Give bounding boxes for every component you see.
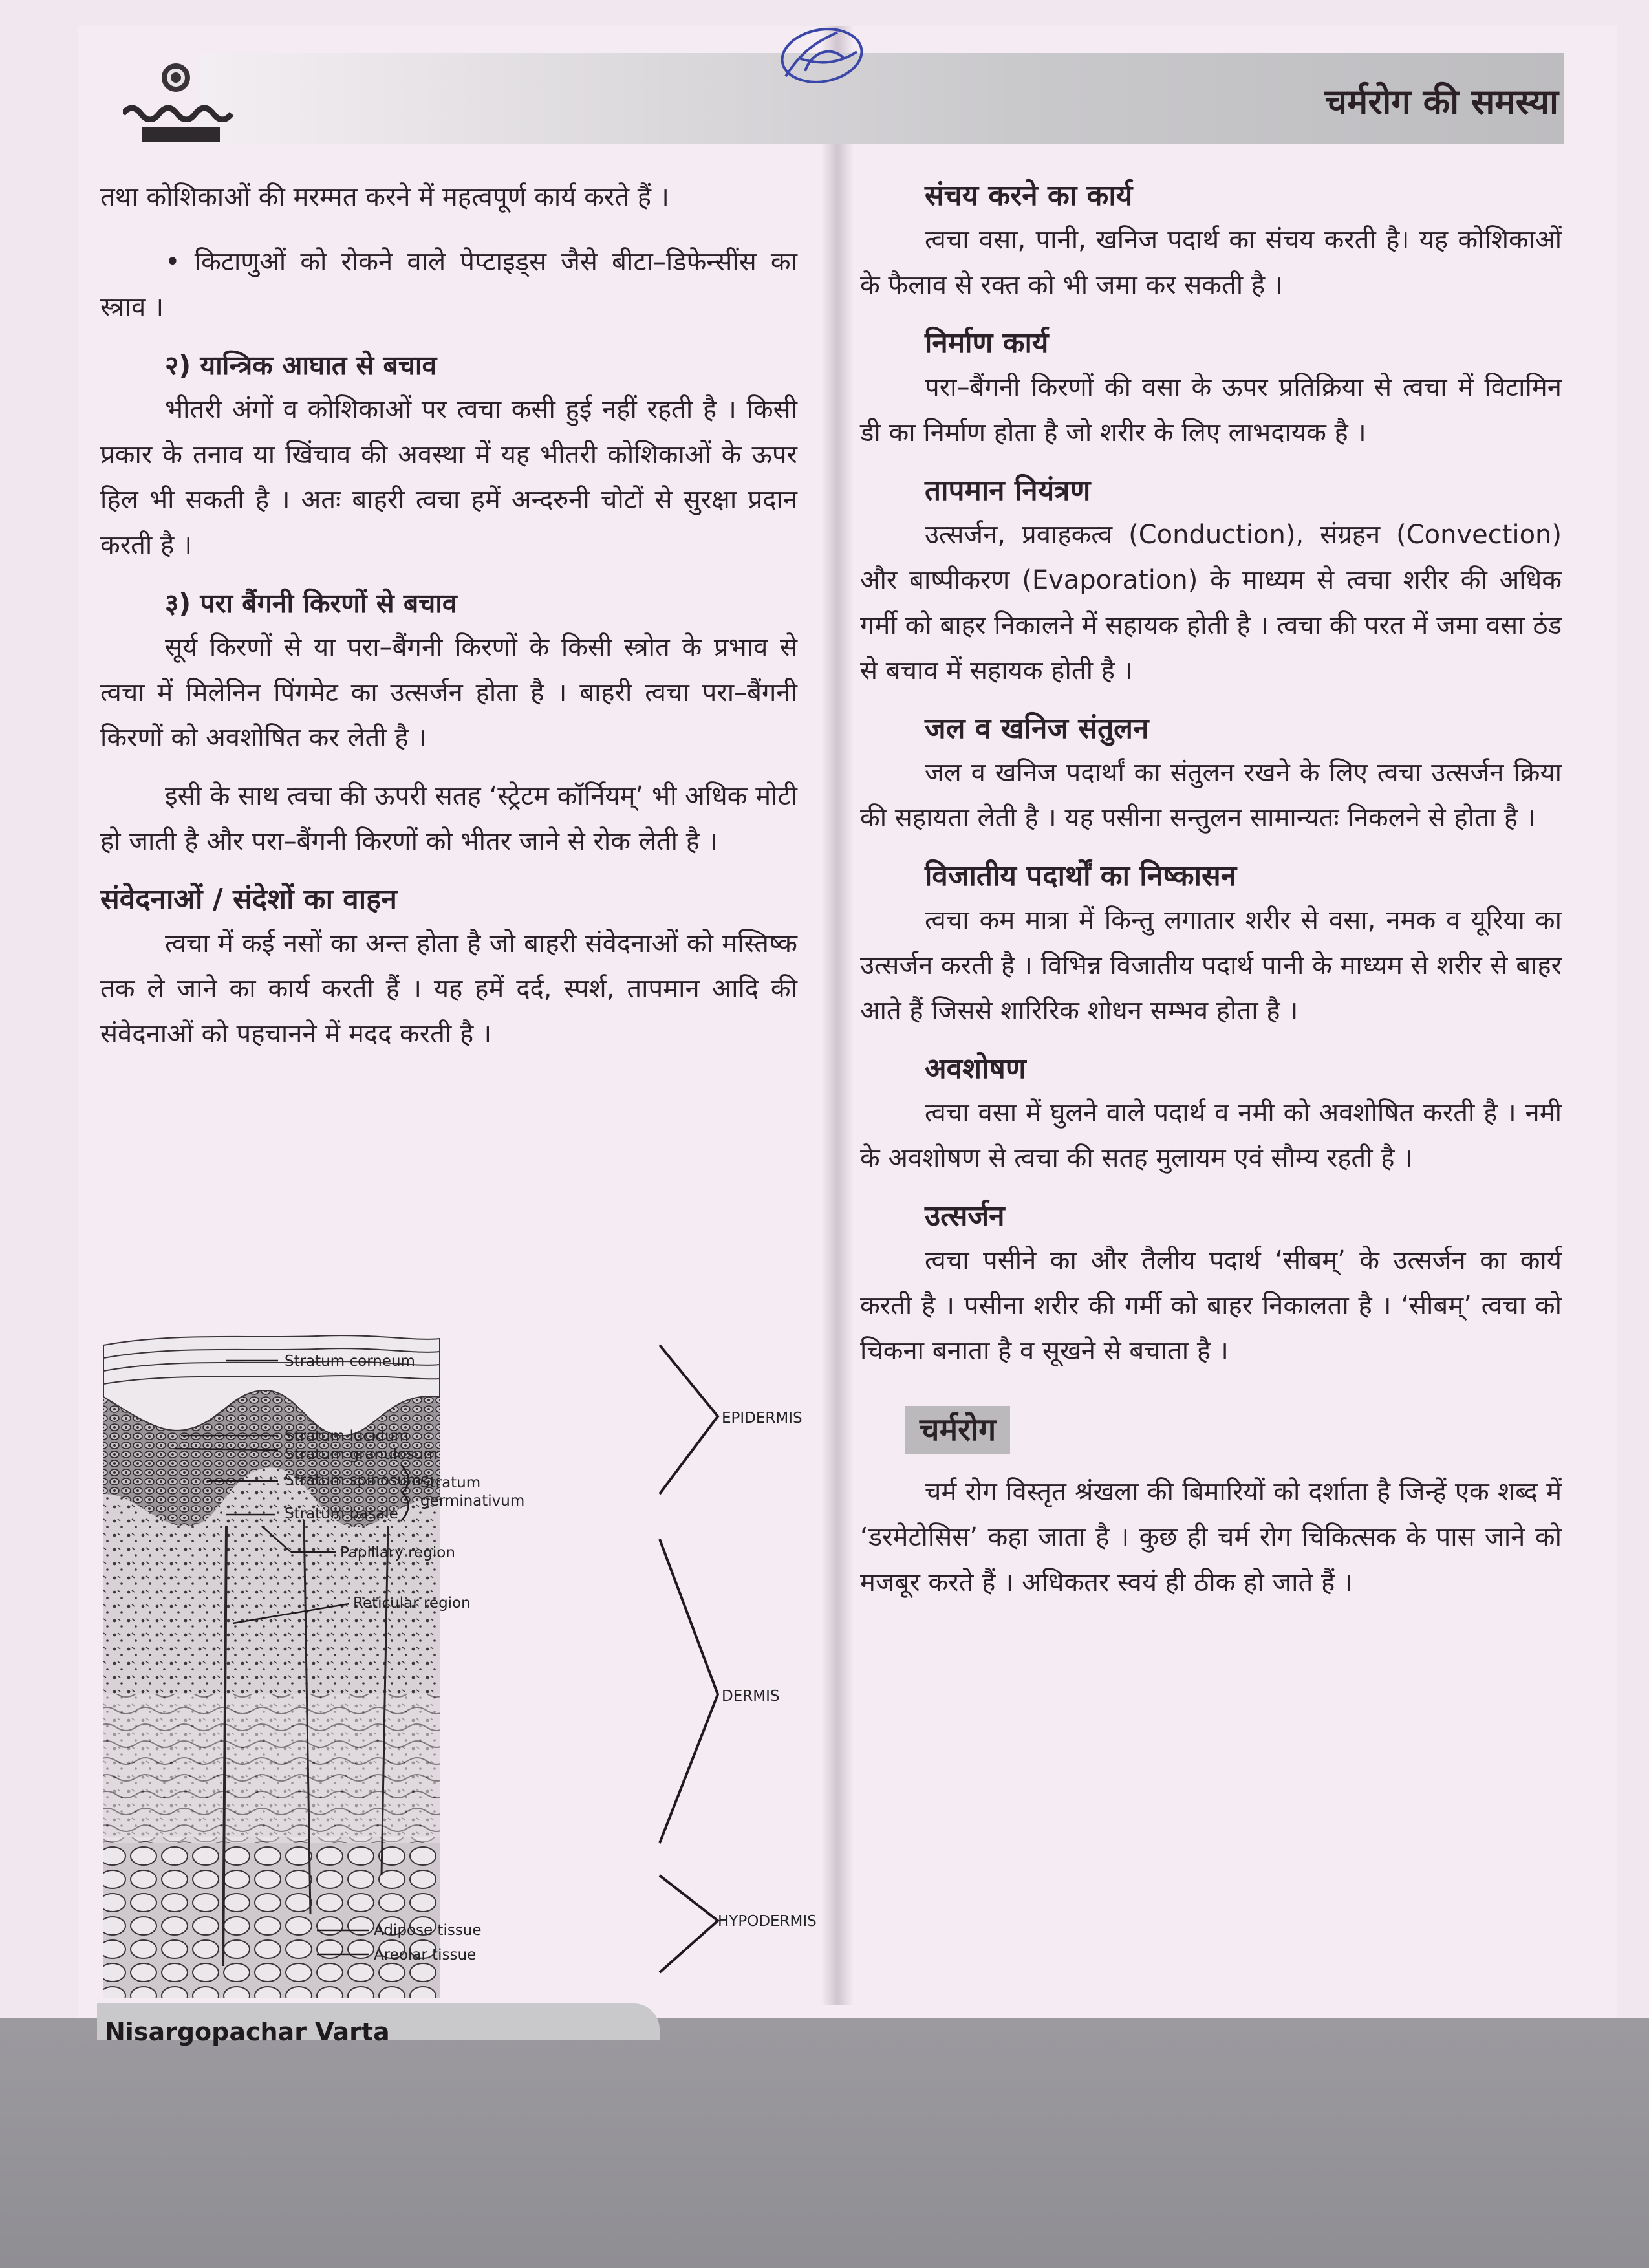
right-paragraph-storage: त्वचा वसा, पानी, खनिज पदार्थ का संचय करती है। यह कोशिकाओं के फैलाव से रक्त को भी जमा कर सकती है । <box>860 225 1562 300</box>
section-heading-skin-disease: चर्मरोग <box>905 1406 1010 1454</box>
heading-uv-protection: ३) परा बैंगनी किरणों से बचाव <box>165 588 457 619</box>
header-title: चर्मरोग की समस्या <box>1324 81 1558 122</box>
label-stratum-germinativum-1: Stratum <box>420 1474 481 1491</box>
label-reticular-region: Reticular region <box>353 1595 471 1612</box>
right-paragraph-absorption: त्वचा वसा में घुलने वाले पदार्थ व नमी को अवशोषित करती है । नमी के अवशोषण से त्वचा की सतह मुलायम एवं सौम्य रहती है । <box>860 1098 1562 1173</box>
left-paragraph-mechanical: भीतरी अंगों व कोशिकाओं पर त्वचा कसी हुई नहीं रहती है । किसी प्रकार के तनाव या खिंचाव की अवस्था में यह भीतरी कोशिकाओं के ऊपर हिल भी सकती है । अतः बाहरी त्वचा हमें अन्दरुनी चोटों से सुरक्षा प्रदान करती है । <box>100 394 797 560</box>
sun-icon <box>162 63 190 92</box>
heading-excretion-foreign: विजातीय पदार्थों का निष्कासन <box>925 859 1237 892</box>
right-paragraph-water-mineral: जल व खनिज पदार्थां का संतुलन रखने के लिए त्वचा उत्सर्जन क्रिया की सहायता लेती है । यह पसीना सन्तुलन सामान्यतः निकलने से होता है । <box>860 758 1562 833</box>
label-hypodermis: HYPODERMIS <box>718 1913 817 1930</box>
wave-icon <box>123 100 233 122</box>
scan-background <box>0 2018 1649 2268</box>
right-paragraph-temperature: उत्सर्जन, प्रवाहकत्व (Conduction), संग्रहन (Convection) और बाष्पीकरण (Evaporation) के माध्यम से त्वचा शरीर की अधिक गर्मी को बाहर निकालने में सहायक होती है । त्वचा की परत में जमा वसा ठंड से बचाव में सहायक होती है । <box>860 520 1562 686</box>
label-stratum-basale: Stratum basale <box>285 1506 398 1522</box>
heading-synthesis: निर्माण कार्य <box>925 327 1049 360</box>
heading-sensation: संवेदनाओं / संदेशों का वाहन <box>100 883 397 916</box>
right-paragraph-synthesis: परा–बैंगनी किरणों की वसा के ऊपर प्रतिक्रिया से त्वचा में विटामिन डी का निर्माण होता है जो शरीर के लिए लाभदायक है । <box>860 373 1562 448</box>
left-paragraph-1: तथा कोशिकाओं की मरम्मत करने में महत्वपूर्ण कार्य करते हैं । <box>100 182 669 212</box>
left-paragraph-uv: सूर्य किरणों से या परा–बैंगनी किरणों के किसी स्त्रोत के प्रभाव से त्वचा में मिलेनिन पिंगमेट का उत्सर्जन होता है । बाहरी त्वचा परा–बैंगनी किरणों को अवशोषित कर लेती है । <box>100 632 797 753</box>
label-stratum-germinativum-2: germinativum <box>420 1493 525 1509</box>
left-paragraph-sensation: त्वचा में कई नसों का अन्त होता है जो बाहरी संवेदनाओं को मस्तिष्क तक ले जाने का कार्य करती हैं । यह हमें दर्द, स्पर्श, तापमान आदि की संवेदनाओं को पहचानने में मदद करती है । <box>100 929 797 1049</box>
hypodermis-tissue <box>103 1837 440 1998</box>
heading-excretion: उत्सर्जन <box>925 1200 1005 1233</box>
heading-storage: संचय करने का कार्य <box>925 179 1133 212</box>
label-epidermis: EPIDERMIS <box>722 1410 803 1427</box>
label-stratum-corneum: Stratum corneum <box>285 1353 415 1370</box>
skin-layers-diagram <box>97 1332 841 2005</box>
publication-logo <box>110 58 233 155</box>
right-paragraph-excretion-foreign: त्वचा कम मात्रा में किन्तु लगातार शरीर से वसा, नमक व यूरिया का उत्सर्जन करती है । विभिन्न विजातीय पदार्थ पानी के माध्यम से शरीर से बाहर आते हैं जिससे शारिरिक शोधन सम्भव होता है । <box>860 905 1562 1026</box>
label-stratum-lucidum: Stratum lucidum <box>285 1428 409 1445</box>
heading-water-mineral: जल व खनिज संतुलन <box>925 712 1149 745</box>
right-paragraph-skin-disease: चर्म रोग विस्तृत श्रंखला की बिमारियों को दर्शाता है जिन्हें एक शब्द में ‘डरमेटोसिस’ कहा जाता है । कुछ ही चर्म रोग चिकित्सक के पास जाने को मजबूर करते हैं । अधिकतर स्वयं ही ठीक हो जाते हैं । <box>860 1477 1562 1597</box>
right-paragraph-excretion: त्वचा पसीने का और तैलीय पदार्थ ‘सीबम्’ के उत्सर्जन का कार्य करती है । पसीना शरीर की गर्मी को बाहर निकालता है । ‘सीबम्’ त्वचा को चिकना बनाता है व सूखने से बचाता है । <box>860 1246 1562 1366</box>
left-bullet-peptides: • किटाणुओं को रोकने वाले पेप्टाइड्स जैसे बीटा–डिफेन्सींस का स्त्राव । <box>100 247 797 322</box>
right-column <box>860 175 1562 1618</box>
label-stratum-granulosum: Stratum granulosum <box>285 1446 438 1463</box>
label-adipose-tissue: Adipose tissue <box>374 1922 482 1939</box>
label-papillary-region: Papillary region <box>340 1544 455 1561</box>
left-column <box>100 175 797 1070</box>
footer-publication-name: Nisargopachar Varta <box>105 2018 390 2046</box>
signature-mark <box>766 19 870 91</box>
heading-temperature: तापमान नियंत्रण <box>925 474 1091 507</box>
label-areolar-tissue: Areolar tissue <box>374 1947 477 1963</box>
heading-absorption: अवशोषण <box>925 1052 1026 1085</box>
heading-mechanical-protection: २) यान्त्रिक आघात से बचाव <box>165 350 437 381</box>
label-stratum-spinosum: Stratum spinosum <box>285 1472 422 1489</box>
label-dermis: DERMIS <box>722 1688 780 1705</box>
logo-bar <box>142 127 220 142</box>
left-paragraph-corneum: इसी के साथ त्वचा की ऊपरी सतह ‘स्ट्रेटम कॉर्नियम्’ भी अधिक मोटी हो जाती है और परा–बैंगनी किरणों को भीतर जाने से रोक लेती है । <box>100 781 797 856</box>
